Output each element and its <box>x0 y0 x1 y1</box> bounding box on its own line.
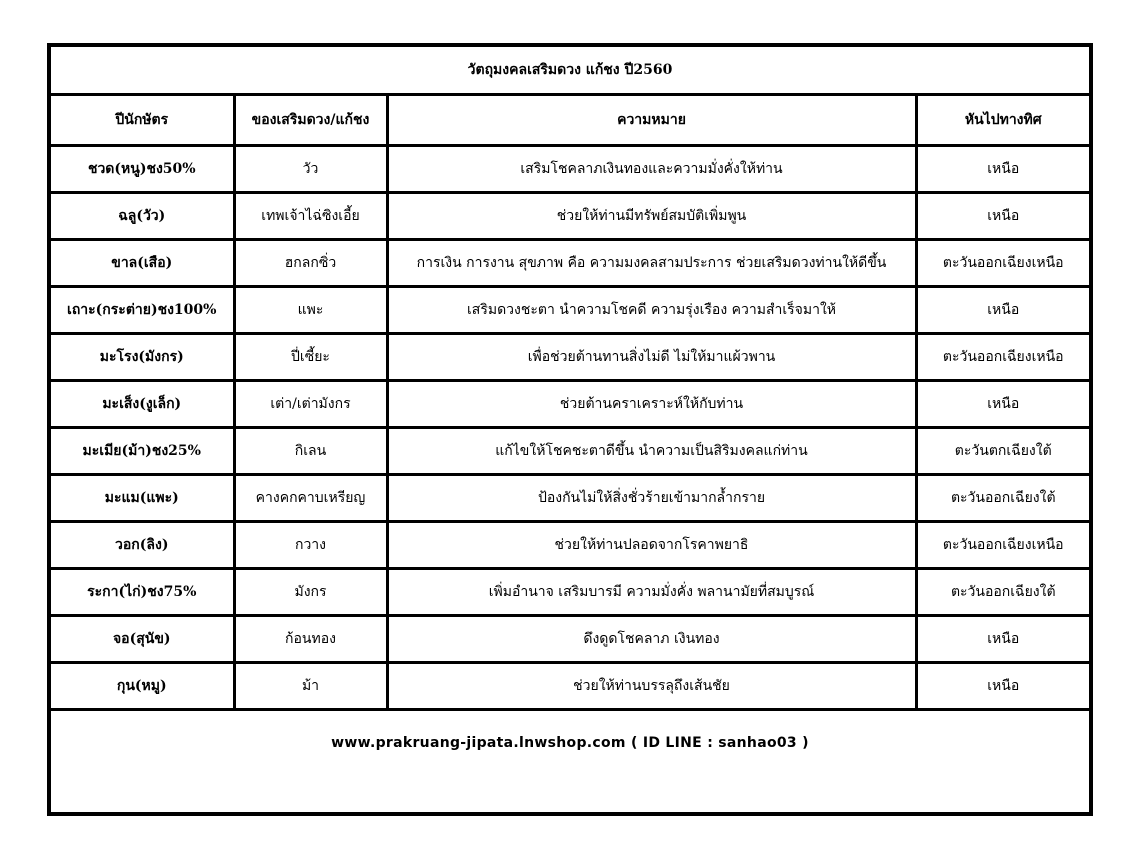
item-cell: ก้อนทอง <box>234 616 387 663</box>
item-cell: เทพเจ้าไฉ่ซิงเอี้ย <box>234 193 387 240</box>
year-cell: จอ(สุนัข) <box>51 616 234 663</box>
year-cell: ฉลู(วัว) <box>51 193 234 240</box>
item-cell: มังกร <box>234 569 387 616</box>
column-header-year: ปีนักษัตร <box>51 95 234 146</box>
table-row <box>51 569 1089 616</box>
year-cell: เถาะ(กระต่าย)ชง100% <box>51 287 234 334</box>
direction-cell: ตะวันออกเฉียงใต้ <box>916 569 1089 616</box>
year-cell: มะโรง(มังกร) <box>51 334 234 381</box>
meaning-cell: ดึงดูดโชคลาภ เงินทอง <box>387 616 916 663</box>
meaning-cell: แก้ไขให้โชคชะตาดีขึ้น นำความเป็นสิริมงคลแก่ท่าน <box>387 428 916 475</box>
meaning-cell: การเงิน การงาน สุขภาพ คือ ความมงคลสามประการ ช่วยเสริมดวงท่านให้ดีขึ้น <box>387 240 916 287</box>
year-cell: กุน(หมู) <box>51 663 234 710</box>
direction-cell: ตะวันออกเฉียงใต้ <box>916 475 1089 522</box>
meaning-cell: ช่วยต้านคราเคราะห์ให้กับท่าน <box>387 381 916 428</box>
item-cell: ม้า <box>234 663 387 710</box>
column-header-direction: หันไปทางทิศ <box>916 95 1089 146</box>
table-row <box>51 475 1089 522</box>
meaning-cell: ช่วยให้ท่านมีทรัพย์สมบัติเพิ่มพูน <box>387 193 916 240</box>
direction-cell: ตะวันออกเฉียงเหนือ <box>916 522 1089 569</box>
footer-contact: www.prakruang-jipata.lnwshop.com ( ID LINE : sanhao03 ) <box>51 710 1089 776</box>
year-cell: มะเมีย(ม้า)ชง25% <box>51 428 234 475</box>
year-cell: มะเส็ง(งูเล็ก) <box>51 381 234 428</box>
table-row <box>51 381 1089 428</box>
item-cell: ฮกลกซิ่ว <box>234 240 387 287</box>
item-cell: คางคกคาบเหรียญ <box>234 475 387 522</box>
table-row <box>51 522 1089 569</box>
year-cell: ชวด(หนู)ชง50% <box>51 146 234 193</box>
direction-cell: ตะวันตกเฉียงใต้ <box>916 428 1089 475</box>
meaning-cell: เพิ่มอำนาจ เสริมบารมี ความมั่งคั่ง พลานามัยที่สมบูรณ์ <box>387 569 916 616</box>
direction-cell: เหนือ <box>916 193 1089 240</box>
direction-cell: เหนือ <box>916 663 1089 710</box>
meaning-cell: ป้องกันไม่ให้สิ่งชั่วร้ายเข้ามากล้ำกราย <box>387 475 916 522</box>
meaning-cell: ช่วยให้ท่านบรรลุถึงเส้นชัย <box>387 663 916 710</box>
meaning-cell: ช่วยให้ท่านปลอดจากโรคาพยาธิ <box>387 522 916 569</box>
item-cell: วัว <box>234 146 387 193</box>
direction-cell: เหนือ <box>916 287 1089 334</box>
meaning-cell: เสริมโชคลาภเงินทองและความมั่งคั่งให้ท่าน <box>387 146 916 193</box>
table-row <box>51 616 1089 663</box>
table-row <box>51 287 1089 334</box>
direction-cell: ตะวันออกเฉียงเหนือ <box>916 240 1089 287</box>
table-row <box>51 428 1089 475</box>
column-header-item: ของเสริมดวง/แก้ชง <box>234 95 387 146</box>
direction-cell: เหนือ <box>916 146 1089 193</box>
year-cell: ระกา(ไก่)ชง75% <box>51 569 234 616</box>
item-cell: กิเลน <box>234 428 387 475</box>
amulet-table-sheet <box>47 43 1093 816</box>
meaning-cell: เพื่อช่วยต้านทานสิ่งไม่ดี ไม่ให้มาแผ้วพาน <box>387 334 916 381</box>
amulet-table <box>51 47 1089 775</box>
table-title: วัตถุมงคลเสริมดวง แก้ชง ปี2560 <box>51 47 1089 95</box>
year-cell: มะแม(แพะ) <box>51 475 234 522</box>
meaning-cell: เสริมดวงชะตา นำความโชคดี ความรุ่งเรือง ความสำเร็จมาให้ <box>387 287 916 334</box>
table-row <box>51 240 1089 287</box>
table-row <box>51 146 1089 193</box>
item-cell: กวาง <box>234 522 387 569</box>
item-cell: ปี่เซี้ยะ <box>234 334 387 381</box>
direction-cell: เหนือ <box>916 616 1089 663</box>
direction-cell: เหนือ <box>916 381 1089 428</box>
table-row <box>51 334 1089 381</box>
item-cell: แพะ <box>234 287 387 334</box>
table-row <box>51 193 1089 240</box>
column-header-meaning: ความหมาย <box>387 95 916 146</box>
item-cell: เต่า/เต่ามังกร <box>234 381 387 428</box>
table-row <box>51 663 1089 710</box>
year-cell: ขาล(เสือ) <box>51 240 234 287</box>
header-row <box>51 95 1089 146</box>
year-cell: วอก(ลิง) <box>51 522 234 569</box>
direction-cell: ตะวันออกเฉียงเหนือ <box>916 334 1089 381</box>
